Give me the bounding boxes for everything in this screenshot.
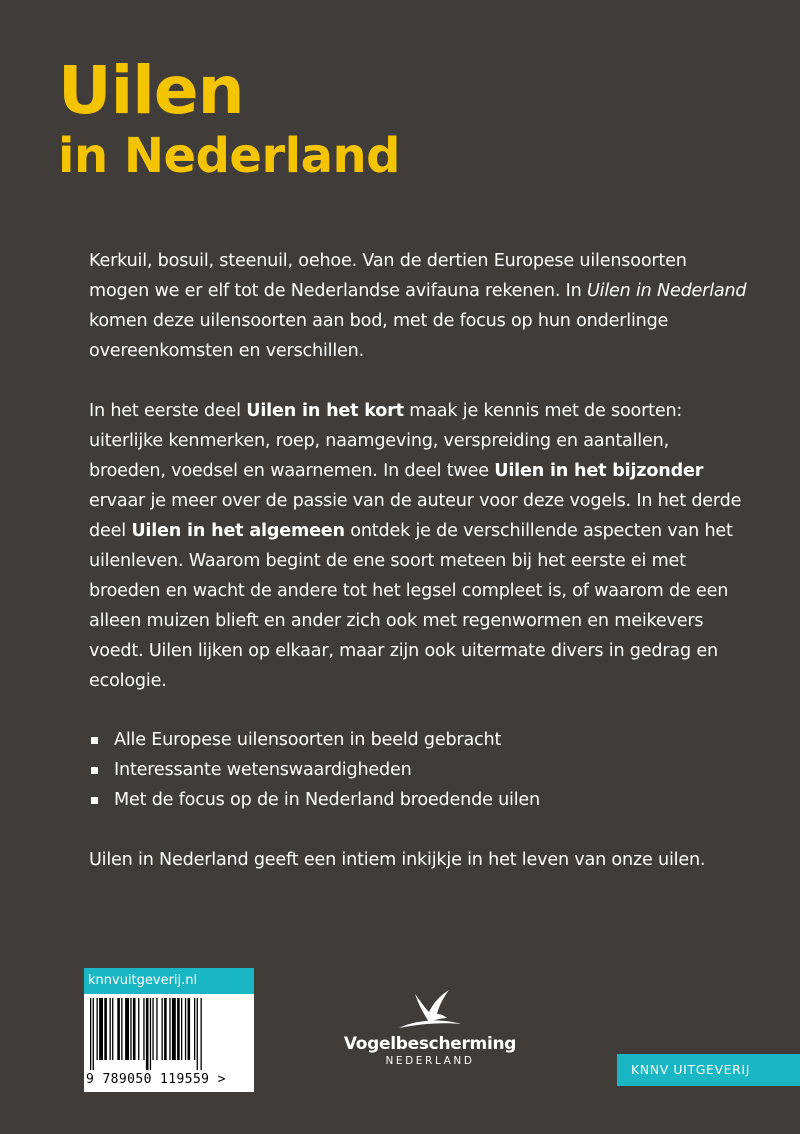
text-span: In het eerste deel: [89, 401, 247, 421]
publisher-url[interactable]: knnvuitgeverij.nl: [84, 968, 254, 994]
list-item-text: Met de focus op de in Nederland broedende uilen: [114, 790, 540, 810]
barcode-bars-icon: [84, 994, 254, 1072]
blurb: [89, 246, 749, 696]
barcode-bar: [197, 998, 198, 1070]
barcode-bar: [164, 998, 167, 1060]
list-item: [89, 785, 749, 815]
barcode-bar: [93, 998, 94, 1070]
bullet-square-icon: [91, 767, 98, 774]
book-title: [58, 52, 401, 184]
text-span: maak je kennis met de soorten: uiterlijke kenmerken, roep, naamgeving, verspreiding en aantallen, broeden, voedsel en waarnemen. In deel twee: [89, 401, 683, 481]
barcode-bar: [201, 998, 202, 1070]
barcode-bar: [146, 998, 149, 1070]
logo-subtitle: NEDERLAND: [385, 1055, 475, 1067]
list-item: [89, 725, 749, 755]
feature-list: [89, 725, 749, 815]
list-item-text: Alle Europese uilensoorten in beeld gebracht: [114, 730, 502, 750]
barcode-bar: [117, 998, 120, 1060]
list-item-text: Interessante wetenswaardigheden: [114, 760, 412, 780]
text-span: Kerkuil, bosuil, steenuil, oehoe. Van de dertien Europese uilensoorten mogen we er elf tot de Nederlandse avifauna rekenen. In: [89, 251, 687, 301]
barcode-bar: [188, 998, 191, 1060]
barcode-bar: [90, 998, 91, 1070]
barcode-bar: [138, 998, 139, 1060]
barcode: [84, 994, 254, 1092]
barcode-bar: [185, 998, 186, 1060]
barcode-bar: [156, 998, 157, 1060]
part-one-title: Uilen in het kort: [246, 401, 404, 421]
italic-title: Uilen in Nederland: [586, 281, 747, 301]
bullet-square-icon: [91, 797, 98, 804]
list-item: [89, 755, 749, 785]
barcode-bar: [162, 998, 163, 1060]
barcode-bar: [130, 998, 131, 1060]
logo-name: Vogelbescherming: [343, 1034, 517, 1054]
barcode-bar: [172, 998, 176, 1060]
publisher-label: KNNV UITGEVERIJ: [617, 1054, 800, 1086]
bird-logo-icon: [395, 988, 465, 1032]
paragraph-intro: [89, 246, 749, 366]
text-span: ontdek je de verschillende aspecten van het uilenleven. Waarom begint de ene soort meteen bij het eerste ei met broeden en wacht de andere tot het legsel compleet is, of waarom de een alleen muizen blieft en ander zich ook met regenwormen en meikevers voedt. Uilen lijken op elkaar, maar zijn ook uitermate divers in gedrag en ecologie.: [89, 521, 733, 691]
barcode-block: [84, 968, 254, 1092]
barcode-bar: [150, 998, 151, 1070]
isbn-digits: 9 789050 119559 >: [86, 1072, 226, 1087]
barcode-bar: [110, 998, 111, 1060]
paragraph-parts: [89, 396, 749, 696]
barcode-bar: [99, 998, 103, 1060]
vogelbescherming-logo: [330, 988, 530, 1078]
part-three-title: Uilen in het algemeen: [131, 521, 345, 541]
bullet-square-icon: [91, 737, 98, 744]
barcode-bar: [112, 998, 113, 1060]
text-span: ervaar je meer over de passie van de auteur voor deze vogels. In het derde deel: [89, 491, 742, 541]
barcode-bar: [143, 998, 144, 1060]
barcode-bar: [177, 998, 180, 1060]
title-line-2: in Nederland: [58, 128, 401, 184]
barcode-bar: [97, 998, 98, 1060]
barcode-bar: [121, 998, 122, 1060]
barcode-bar: [181, 998, 182, 1060]
barcode-bar: [104, 998, 107, 1060]
barcode-bar: [125, 998, 129, 1060]
barcode-bar: [152, 998, 153, 1060]
barcode-bar: [169, 998, 170, 1060]
text-span: komen deze uilensoorten aan bod, met de focus op hun onderlinge overeenkomsten en verschillen.: [89, 311, 669, 361]
barcode-bar: [133, 998, 136, 1060]
closing-line: Uilen in Nederland geeft een intiem inkijkje in het leven van onze uilen.: [89, 850, 706, 870]
barcode-bar: [194, 998, 195, 1060]
part-two-title: Uilen in het bijzonder: [494, 461, 704, 481]
title-line-1: Uilen: [58, 52, 244, 129]
